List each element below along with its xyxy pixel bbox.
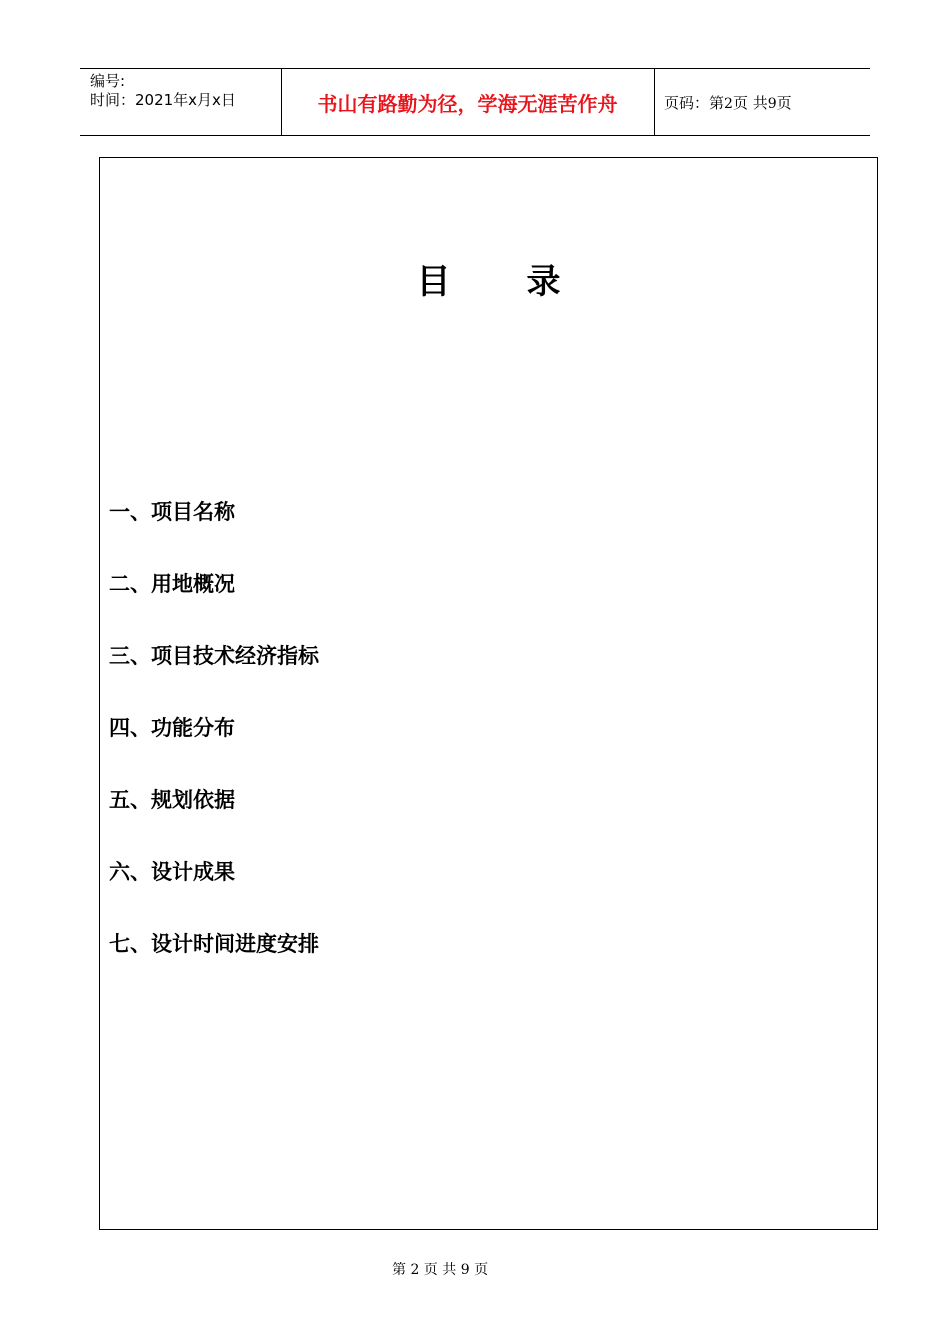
page-current: 2 [724,95,733,112]
toc-item[interactable]: 二、用地概况 [109,572,235,596]
toc-title [100,254,877,303]
page-footer: 第 2 页 共 9 页 [392,1262,489,1278]
header-page-cell [655,69,870,135]
content-frame [99,157,878,1230]
header-motto-cell [281,69,655,135]
toc-item[interactable]: 四、功能分布 [109,716,235,740]
page-indicator [655,92,792,113]
motto-text: 书山有路勤为径，学海无涯苦作舟 [317,91,618,116]
toc-list [109,498,319,1002]
date-line: 时间：2021年x月x日 [90,91,236,109]
page-prefix: 页码：第 [664,93,725,112]
header-meta-cell [80,69,282,135]
toc-title-right: 录 [526,262,561,302]
page-mid: 页 共 [732,93,768,112]
page-total: 9 [767,95,777,112]
toc-item[interactable]: 五、规划依据 [109,788,235,812]
toc-item[interactable]: 三、项目技术经济指标 [109,644,319,668]
page-suffix: 页 [776,93,792,112]
serial-number-label: 编号: [90,72,126,90]
page-header [80,68,870,136]
toc-item[interactable]: 六、设计成果 [109,860,235,884]
toc-title-left: 目 [416,262,451,302]
toc-item[interactable]: 一、项目名称 [109,500,235,524]
toc-item[interactable]: 七、设计时间进度安排 [109,932,319,956]
